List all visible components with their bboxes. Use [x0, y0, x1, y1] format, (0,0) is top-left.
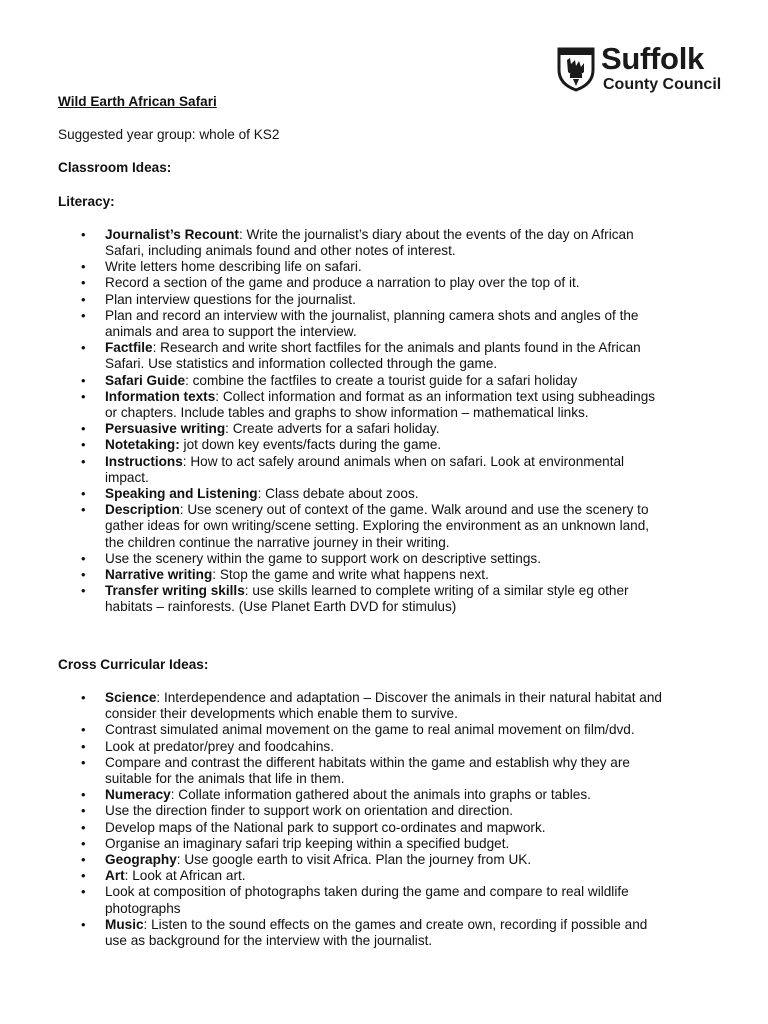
list-item-keyword: Persuasive writing	[105, 421, 226, 437]
bullet-icon: •	[81, 567, 86, 583]
bullet-icon: •	[81, 372, 86, 388]
classroom-ideas-heading: Classroom Ideas:	[58, 160, 172, 176]
list-item-keyword: Art	[105, 868, 125, 884]
bullet-icon: •	[81, 754, 86, 770]
bullet-icon: •	[81, 486, 86, 502]
bullet-icon: •	[81, 851, 86, 867]
bullet-icon: •	[81, 550, 86, 566]
list-item-text: : Interdependence and adaptation – Discover the animals in their natural habitat and consider their developments which enable them to survive.	[105, 689, 662, 722]
bullet-icon: •	[81, 884, 86, 900]
list-item-text: : Research and write short factfiles for the animals and plants found in the African Safari. Use statistics and information collected through the game.	[105, 340, 641, 372]
list-item-keyword: Music	[105, 916, 144, 932]
list-item-keyword: Factfile	[105, 340, 153, 356]
list-item	[58, 868, 668, 884]
list-item	[58, 259, 668, 275]
list-item	[58, 275, 668, 291]
list-item-text: : Use google earth to visit Africa. Plan the journey from UK.	[176, 851, 532, 867]
list-item	[58, 803, 668, 819]
list-item	[58, 755, 668, 787]
list-item-text: : How to act safely around animals when on safari. Look at environmental impact.	[105, 453, 625, 485]
list-item-keyword: Narrative writing	[105, 567, 213, 583]
list-item	[58, 227, 668, 259]
bullet-icon: •	[81, 868, 86, 884]
list-item	[58, 308, 668, 340]
list-item-keyword: Notetaking:	[105, 437, 180, 453]
list-item	[58, 690, 668, 722]
bullet-icon: •	[81, 819, 86, 835]
list-item-keyword: Journalist’s Recount	[105, 226, 239, 242]
list-item-text: : use skills learned to complete writing of a similar style eg other habitats – rainforests. (Use Planet Earth DVD for stimulus)	[105, 583, 629, 615]
bullet-icon: •	[81, 803, 86, 819]
cross-curricular-list	[58, 690, 668, 949]
bullet-icon: •	[81, 437, 86, 453]
list-item-keyword: Numeracy	[105, 787, 171, 803]
literacy-list	[58, 227, 668, 616]
bullet-icon: •	[81, 291, 86, 307]
list-item-text: Compare and contrast the different habitats within the game and establish why they are suitable for the animals that life in them.	[105, 754, 630, 786]
bullet-icon: •	[81, 421, 86, 437]
suffolk-crest-icon	[556, 46, 596, 92]
document-title: Wild Earth African Safari	[58, 94, 217, 109]
list-item-text: : Create adverts for a safari holiday.	[225, 421, 440, 437]
list-item-text: : combine the factfiles to create a tourist guide for a safari holiday	[185, 372, 578, 388]
list-item	[58, 502, 668, 551]
bullet-icon: •	[81, 307, 86, 323]
list-item	[58, 421, 668, 437]
list-item-text: Plan and record an interview with the journalist, planning camera shots and angles of the animals and area to support the interview.	[105, 307, 639, 340]
list-item	[58, 852, 668, 868]
list-item	[58, 340, 668, 372]
list-item-keyword: Geography	[105, 851, 177, 867]
bullet-icon: •	[81, 583, 86, 599]
logo-wordmark-suffolk: Suffolk	[601, 41, 704, 76]
list-item-keyword: Speaking and Listening	[105, 486, 258, 502]
bullet-icon: •	[81, 226, 86, 242]
list-item	[58, 583, 668, 615]
list-item-text: : Stop the game and write what happens next.	[212, 567, 489, 583]
list-item-text: : Write the journalist’s diary about the events of the day on African Safari, including animals found and other notes of interest.	[105, 226, 634, 259]
list-item-keyword: Science	[105, 689, 157, 705]
bullet-icon: •	[81, 453, 86, 469]
bullet-icon: •	[81, 835, 86, 851]
document-body	[58, 94, 668, 949]
bullet-icon: •	[81, 738, 86, 754]
list-item	[58, 486, 668, 502]
list-item-text: : Collate information gathered about the animals into graphs or tables.	[170, 787, 591, 803]
bullet-icon: •	[81, 340, 86, 356]
list-item-keyword: Safari Guide	[105, 372, 186, 388]
list-item	[58, 437, 668, 453]
list-item	[58, 836, 668, 852]
literacy-heading: Literacy:	[58, 193, 115, 209]
bullet-icon: •	[81, 502, 86, 518]
bullet-icon: •	[81, 722, 86, 738]
list-item-text: Plan interview questions for the journalist.	[105, 291, 356, 307]
list-item-text: jot down key events/facts during the game.	[179, 437, 442, 453]
list-item	[58, 820, 668, 836]
list-item-text: Look at predator/prey and foodcahins.	[105, 738, 334, 754]
year-group-text: Suggested year group: whole of KS2	[58, 127, 280, 143]
list-item	[58, 787, 668, 803]
list-item	[58, 739, 668, 755]
bullet-icon: •	[81, 787, 86, 803]
list-item-text: Use the scenery within the game to support work on descriptive settings.	[105, 550, 541, 566]
cross-curricular-heading: Cross Curricular Ideas:	[58, 656, 209, 672]
list-item-text: Look at composition of photographs taken during the game and compare to real wildlife photographs	[105, 884, 629, 916]
list-item	[58, 292, 668, 308]
list-item-text: Develop maps of the National park to support co-ordinates and mapwork.	[105, 819, 546, 835]
list-item	[58, 884, 668, 916]
logo-wordmark-county-council: County Council	[603, 76, 722, 93]
list-item-keyword: Instructions	[105, 453, 183, 469]
bullet-icon: •	[81, 275, 86, 291]
list-item	[58, 722, 668, 738]
list-item-text: : Listen to the sound effects on the games and create own, recording if possible and use as background for the interview with the journalist.	[105, 916, 648, 948]
list-item-text: Contrast simulated animal movement on the game to real animal movement on film/dvd.	[105, 722, 635, 738]
list-item	[58, 567, 668, 583]
bullet-icon: •	[81, 689, 86, 705]
list-item	[58, 551, 668, 567]
list-item-text: Write letters home describing life on safari.	[105, 259, 362, 275]
list-item-keyword: Transfer writing skills	[105, 583, 245, 599]
list-item	[58, 373, 668, 389]
list-item-text: : Collect information and format as an information text using subheadings or chapters. Include tables and graphs to show information – mathematical links.	[105, 388, 656, 421]
suffolk-county-council-logo	[556, 42, 726, 98]
bullet-icon: •	[81, 259, 86, 275]
list-item	[58, 454, 668, 486]
list-item-text: Organise an imaginary safari trip keeping within a specified budget.	[105, 835, 510, 851]
list-item-text: : Use scenery out of context of the game. Walk around and use the scenery to gather ideas for own writing/scene setting. Exploring the environment as an unknown land, the children continue the narrative journey in their writing.	[105, 502, 650, 550]
list-item	[58, 389, 668, 421]
bullet-icon: •	[81, 916, 86, 932]
list-item-text: Use the direction finder to support work on orientation and direction.	[105, 803, 514, 819]
list-item-keyword: Description	[105, 502, 180, 518]
list-item	[58, 917, 668, 949]
list-item-text: : Look at African art.	[124, 868, 246, 884]
bullet-icon: •	[81, 388, 86, 404]
list-item-text: : Class debate about zoos.	[257, 486, 419, 502]
list-item-keyword: Information texts	[105, 388, 216, 404]
list-item-text: Record a section of the game and produce a narration to play over the top of it.	[105, 275, 580, 291]
